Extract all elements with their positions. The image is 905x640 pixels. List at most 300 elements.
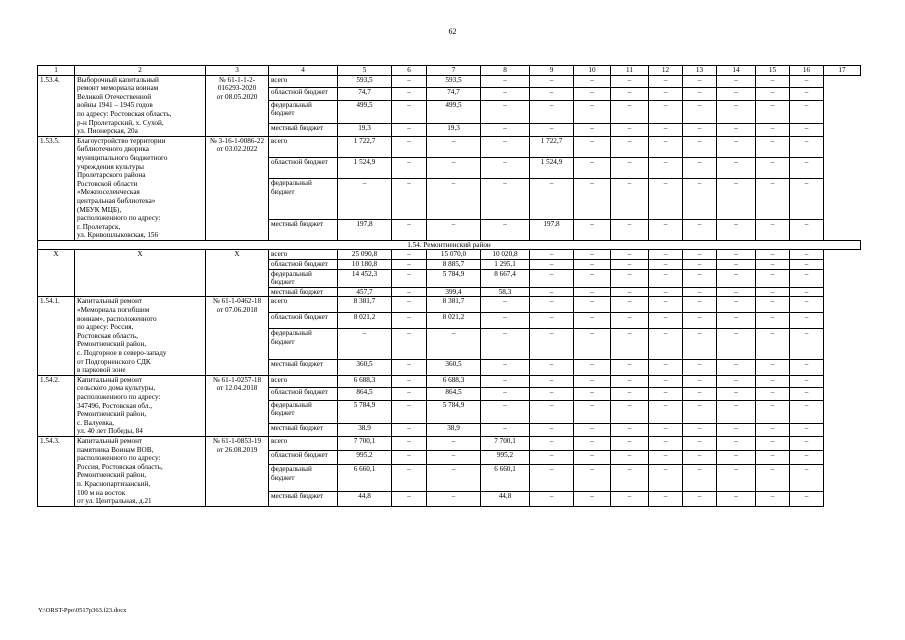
amount-cell: – [649, 436, 683, 450]
funding-source-cell: федеральный бюджет [269, 100, 338, 124]
document-line: от 07.06.2018 [216, 306, 258, 315]
amount-cell: – [574, 424, 611, 437]
amount-cell: – [392, 269, 427, 287]
amount-cell: – [611, 75, 649, 87]
amount-cell: 58,3 [481, 287, 530, 297]
table-row [38, 375, 861, 387]
amount-cell: 1 722,7 [530, 136, 574, 157]
amount-cell: – [611, 88, 649, 100]
amount-cell: – [717, 250, 756, 260]
column-number-cell: 14 [717, 66, 756, 76]
amount-cell: – [790, 75, 824, 87]
amount-cell: – [683, 388, 717, 400]
amount-cell: – [717, 287, 756, 297]
amount-cell: – [427, 492, 481, 506]
document-line: № 61-1-1-2- [218, 75, 256, 84]
amount-cell: – [649, 269, 683, 287]
object-name-line: Ремонтненский район, [77, 340, 147, 349]
amount-cell: – [756, 451, 790, 465]
amount-cell: 1 524,9 [530, 158, 574, 179]
amount-cell: 399,4 [427, 287, 481, 297]
amount-cell: 19,3 [338, 124, 392, 137]
amount-cell: – [481, 100, 530, 124]
file-path-footer: Y:\ORST-Ppo\0517p363.f23.docx [38, 607, 127, 614]
amount-cell: 197,8 [530, 219, 574, 240]
amount-cell: – [530, 75, 574, 87]
funding-source-cell: областной бюджет [269, 388, 338, 400]
amount-cell: – [683, 124, 717, 137]
object-name-cell [75, 297, 206, 375]
document-cell [206, 136, 269, 240]
amount-cell: – [481, 388, 530, 400]
amount-cell: – [649, 297, 683, 313]
amount-cell: – [683, 313, 717, 329]
amount-cell: – [683, 136, 717, 157]
document-line: 016293-2020 [217, 84, 257, 93]
amount-cell: – [611, 375, 649, 387]
amount-cell: – [530, 465, 574, 492]
amount-cell: – [790, 451, 824, 465]
column-number-cell: 5 [338, 66, 392, 76]
amount-cell: – [756, 492, 790, 506]
object-name-line: Капитальный ремонт [77, 297, 143, 306]
object-name-line: Выборочный капитальный [77, 75, 159, 84]
amount-cell: – [649, 359, 683, 375]
amount-cell: – [574, 297, 611, 313]
amount-cell: – [392, 436, 427, 450]
item-code-cell: 1.54.2. [38, 375, 75, 436]
column-number-cell: 15 [756, 66, 790, 76]
amount-cell: – [649, 124, 683, 137]
amount-cell: 14 452,3 [338, 269, 392, 287]
amount-cell: – [574, 136, 611, 157]
document-line: № 61-1-0853-19 [212, 436, 262, 445]
amount-cell: – [481, 88, 530, 100]
amount-cell: – [683, 158, 717, 179]
budget-table [37, 65, 861, 507]
object-name-line: муниципального бюджетного [77, 153, 168, 162]
amount-cell: – [530, 359, 574, 375]
amount-cell: – [790, 424, 824, 437]
amount-cell: – [611, 100, 649, 124]
amount-cell: – [649, 100, 683, 124]
amount-cell: – [574, 436, 611, 450]
amount-cell: – [649, 88, 683, 100]
funding-source-cell: местный бюджет [269, 492, 338, 506]
amount-cell: – [530, 88, 574, 100]
amount-cell: – [481, 313, 530, 329]
amount-cell: – [790, 388, 824, 400]
amount-cell: 7 700,1 [338, 436, 392, 450]
column-number-cell: 10 [574, 66, 611, 76]
amount-cell: – [574, 313, 611, 329]
object-name-line: г. Пролетарск, [77, 222, 121, 231]
amount-cell: – [574, 492, 611, 506]
column-number-cell: 9 [530, 66, 574, 76]
amount-cell: – [530, 329, 574, 359]
amount-cell: 593,5 [427, 75, 481, 87]
amount-cell: – [392, 136, 427, 157]
amount-cell: – [717, 375, 756, 387]
amount-cell: – [530, 269, 574, 287]
amount-cell: – [717, 269, 756, 287]
funding-source-cell: областной бюджет [269, 313, 338, 329]
document-line: № 61-1-0462-18 [212, 297, 262, 306]
amount-cell: 44,8 [481, 492, 530, 506]
document-line: Х [234, 250, 240, 259]
amount-cell: 197,8 [338, 219, 392, 240]
object-name-line: «Межпоселенческая [77, 188, 140, 197]
object-name-line: учреждения культуры [77, 162, 144, 171]
amount-cell: – [649, 313, 683, 329]
amount-cell: – [756, 219, 790, 240]
funding-source-cell: всего [269, 75, 338, 87]
amount-cell: – [717, 136, 756, 157]
amount-cell: – [649, 75, 683, 87]
amount-cell: – [683, 75, 717, 87]
amount-cell: – [392, 124, 427, 137]
object-name-line: центральная библиотека» [77, 196, 156, 205]
amount-cell: – [574, 400, 611, 424]
amount-cell: 864,5 [427, 388, 481, 400]
amount-cell: 499,5 [338, 100, 392, 124]
object-name-line: в парковой зоне [77, 366, 126, 375]
amount-cell: – [481, 75, 530, 87]
amount-cell: – [649, 451, 683, 465]
amount-cell: 10 020,8 [481, 250, 530, 260]
amount-cell: – [574, 250, 611, 260]
column-number-cell: 11 [611, 66, 649, 76]
amount-cell: – [574, 260, 611, 270]
amount-cell: – [756, 388, 790, 400]
amount-cell: – [530, 297, 574, 313]
amount-cell: – [611, 158, 649, 179]
amount-cell: – [756, 287, 790, 297]
amount-cell: – [756, 424, 790, 437]
amount-cell: – [530, 400, 574, 424]
object-name-line: с. Подгорное в северо-западу [77, 349, 167, 357]
amount-cell: – [717, 329, 756, 359]
amount-cell: – [611, 359, 649, 375]
amount-cell: – [392, 492, 427, 506]
amount-cell: – [611, 260, 649, 270]
document-line: от 03.02.2022 [216, 145, 258, 154]
amount-cell: 8 021,2 [427, 313, 481, 329]
amount-cell: – [717, 75, 756, 87]
amount-cell: – [392, 158, 427, 179]
funding-source-cell: всего [269, 436, 338, 450]
funding-source-cell: федеральный бюджет [269, 269, 338, 287]
amount-cell: – [392, 388, 427, 400]
amount-cell: – [790, 400, 824, 424]
amount-cell: – [392, 88, 427, 100]
amount-cell: – [683, 219, 717, 240]
amount-cell: – [717, 359, 756, 375]
funding-source-cell: федеральный бюджет [269, 179, 338, 219]
amount-cell: 995,2 [338, 451, 392, 465]
amount-cell: – [427, 436, 481, 450]
column-number-cell: 7 [427, 66, 481, 76]
document-line: от 26.08.2019 [216, 445, 258, 454]
amount-cell: – [717, 124, 756, 137]
column-number-cell: 6 [392, 66, 427, 76]
amount-cell: – [717, 424, 756, 437]
amount-cell: – [481, 158, 530, 179]
amount-cell: – [481, 136, 530, 157]
amount-cell: – [756, 465, 790, 492]
amount-cell: – [427, 179, 481, 219]
amount-cell: – [611, 136, 649, 157]
amount-cell: – [649, 424, 683, 437]
amount-cell: 8 381,7 [427, 297, 481, 313]
amount-cell: – [683, 100, 717, 124]
amount-cell: 6 688,3 [338, 375, 392, 387]
amount-cell: 360,5 [338, 359, 392, 375]
amount-cell: – [756, 359, 790, 375]
amount-cell: 1 722,7 [338, 136, 392, 157]
amount-cell: – [790, 100, 824, 124]
amount-cell: – [683, 400, 717, 424]
object-name-line: расположенного по адресу: [77, 214, 161, 223]
table-row [38, 75, 861, 87]
funding-source-cell: областной бюджет [269, 158, 338, 179]
amount-cell: – [790, 219, 824, 240]
amount-cell: – [392, 359, 427, 375]
amount-cell: – [481, 329, 530, 359]
amount-cell: – [717, 297, 756, 313]
amount-cell: – [683, 329, 717, 359]
amount-cell: – [611, 424, 649, 437]
amount-cell: – [683, 424, 717, 437]
column-number-cell: 2 [75, 66, 206, 76]
funding-source-cell: областной бюджет [269, 88, 338, 100]
funding-source-cell: местный бюджет [269, 424, 338, 437]
document-line: № 61-1-0257-18 [212, 375, 262, 384]
document-cell [206, 297, 269, 375]
amount-cell: 5 784,9 [427, 269, 481, 287]
amount-cell: 74,7 [427, 88, 481, 100]
amount-cell: – [790, 359, 824, 375]
amount-cell: – [392, 260, 427, 270]
object-name-line: р-н Пролетарский, х. Сухой, [77, 118, 164, 127]
amount-cell: – [756, 158, 790, 179]
amount-cell: – [717, 451, 756, 465]
funding-source-cell: федеральный бюджет [269, 329, 338, 359]
amount-cell: – [574, 75, 611, 87]
amount-cell: – [574, 329, 611, 359]
object-name-line: расположенного по адресу: [77, 392, 161, 401]
amount-cell: – [392, 375, 427, 387]
amount-cell: – [717, 100, 756, 124]
amount-cell: 10 180,8 [338, 260, 392, 270]
amount-cell: – [683, 250, 717, 260]
funding-source-cell: всего [269, 375, 338, 387]
amount-cell: – [530, 100, 574, 124]
amount-cell: – [649, 492, 683, 506]
object-name-cell [75, 436, 206, 506]
amount-cell: – [574, 375, 611, 387]
funding-source-cell: областной бюджет [269, 260, 338, 270]
amount-cell: 38,9 [427, 424, 481, 437]
amount-cell: – [574, 219, 611, 240]
amount-cell: – [790, 313, 824, 329]
amount-cell: – [683, 465, 717, 492]
funding-source-cell: всего [269, 136, 338, 157]
amount-cell: 44,8 [338, 492, 392, 506]
object-name-line: ул. Кривошлыковская, 156 [77, 231, 159, 240]
amount-cell: – [392, 451, 427, 465]
amount-cell: – [392, 75, 427, 87]
amount-cell: – [649, 388, 683, 400]
document-cell [206, 250, 269, 297]
amount-cell: 8 381,7 [338, 297, 392, 313]
amount-cell: – [574, 359, 611, 375]
column-number-row [38, 66, 861, 76]
object-name-line: (МБУК МЦБ), [77, 205, 122, 214]
amount-cell: – [611, 313, 649, 329]
amount-cell: – [756, 260, 790, 270]
object-name-line: 100 м на восток [77, 488, 126, 497]
amount-cell: – [530, 260, 574, 270]
amount-cell: 1 524,9 [338, 158, 392, 179]
object-name-cell [75, 136, 206, 240]
amount-cell: – [481, 359, 530, 375]
amount-cell: – [611, 269, 649, 287]
amount-cell: – [756, 375, 790, 387]
amount-cell: – [611, 250, 649, 260]
amount-cell: 8 667,4 [481, 269, 530, 287]
amount-cell: – [790, 492, 824, 506]
amount-cell: – [427, 219, 481, 240]
amount-cell: – [338, 179, 392, 219]
funding-source-cell: местный бюджет [269, 124, 338, 137]
amount-cell: – [649, 250, 683, 260]
amount-cell: – [756, 179, 790, 219]
amount-cell: – [790, 179, 824, 219]
column-number-cell: 13 [683, 66, 717, 76]
amount-cell: – [574, 179, 611, 219]
amount-cell: – [611, 329, 649, 359]
amount-cell: – [574, 465, 611, 492]
amount-cell: – [683, 451, 717, 465]
object-name-line: Капитальный ремонт [77, 375, 143, 384]
amount-cell: – [574, 88, 611, 100]
amount-cell: – [574, 451, 611, 465]
amount-cell: 74,7 [338, 88, 392, 100]
amount-cell: 15 070,0 [427, 250, 481, 260]
amount-cell: – [338, 329, 392, 359]
section-title: 1.54. Ремонтненский район [38, 240, 861, 250]
amount-cell: – [392, 297, 427, 313]
amount-cell: – [683, 359, 717, 375]
amount-cell: – [574, 124, 611, 137]
amount-cell: – [392, 400, 427, 424]
column-number-cell: 8 [481, 66, 530, 76]
amount-cell: – [683, 492, 717, 506]
amount-cell: – [756, 329, 790, 359]
table-row [38, 250, 861, 260]
amount-cell: – [717, 388, 756, 400]
amount-cell: 1 295,1 [481, 260, 530, 270]
item-code-cell: 1.54.3. [38, 436, 75, 506]
amount-cell: – [481, 297, 530, 313]
amount-cell: – [756, 313, 790, 329]
object-name-line: ул. 40 лет Победы, 84 [77, 427, 143, 436]
funding-source-cell: местный бюджет [269, 359, 338, 375]
amount-cell: – [683, 297, 717, 313]
amount-cell: – [717, 436, 756, 450]
amount-cell: – [530, 451, 574, 465]
object-name-cell [75, 375, 206, 436]
amount-cell: 38,9 [338, 424, 392, 437]
object-name-line: ремонт мемориала воинам [77, 84, 159, 93]
amount-cell: 6 660,1 [338, 465, 392, 492]
amount-cell: – [756, 297, 790, 313]
amount-cell: – [427, 136, 481, 157]
amount-cell: – [756, 75, 790, 87]
item-code-cell: 1.54.1. [38, 297, 75, 375]
amount-cell: – [790, 436, 824, 450]
column-number-cell: 17 [824, 66, 861, 76]
amount-cell: – [530, 436, 574, 450]
amount-cell: – [683, 375, 717, 387]
funding-source-cell: всего [269, 297, 338, 313]
object-name-line: от ул. Центральная, д.21 [77, 497, 152, 506]
amount-cell: 457,7 [338, 287, 392, 297]
amount-cell: 593,5 [338, 75, 392, 87]
amount-cell: – [530, 313, 574, 329]
amount-cell: – [481, 424, 530, 437]
amount-cell: – [611, 388, 649, 400]
amount-cell: – [530, 388, 574, 400]
amount-cell: – [756, 400, 790, 424]
funding-source-cell: местный бюджет [269, 287, 338, 297]
amount-cell: – [756, 436, 790, 450]
document-line: от 12.04.2018 [216, 384, 258, 393]
amount-cell: – [530, 375, 574, 387]
object-name-line: «Мемориала погибшим [77, 306, 150, 315]
amount-cell: – [392, 100, 427, 124]
amount-cell: – [717, 260, 756, 270]
object-name-line: Капитальный ремонт [77, 436, 143, 445]
amount-cell: – [649, 287, 683, 297]
amount-cell: – [392, 424, 427, 437]
object-name-line: воинам», расположенного [77, 314, 157, 323]
document-cell [206, 436, 269, 506]
table-row [38, 136, 861, 157]
amount-cell: – [481, 375, 530, 387]
amount-cell: – [611, 492, 649, 506]
amount-cell: – [790, 297, 824, 313]
amount-cell: 19,3 [427, 124, 481, 137]
object-name-line: п. Краснопартизанский, [77, 479, 151, 488]
amount-cell: – [530, 250, 574, 260]
object-name-line: ул. Пионерская, 20а [77, 127, 138, 136]
amount-cell: – [756, 269, 790, 287]
object-name-cell [75, 250, 206, 297]
object-name-line: памятника Воинам ВОВ, [77, 445, 154, 454]
funding-source-cell: федеральный бюджет [269, 465, 338, 492]
amount-cell: 499,5 [427, 100, 481, 124]
column-number-cell: 3 [206, 66, 269, 76]
amount-cell: – [790, 260, 824, 270]
section-row [38, 240, 861, 250]
document-line: № 3-16-1-0086-22 [209, 136, 265, 145]
object-name-line: от Подгорненского СДК [77, 357, 151, 366]
amount-cell: – [392, 287, 427, 297]
amount-cell: – [530, 179, 574, 219]
amount-cell: – [392, 465, 427, 492]
